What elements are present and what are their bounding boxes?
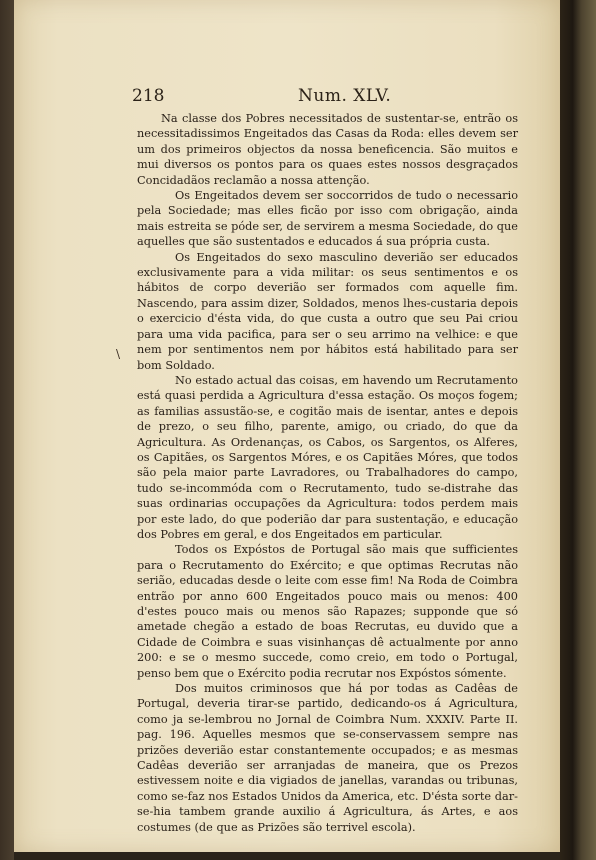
page-title: Num. XLV. xyxy=(298,86,392,106)
left-background-edge xyxy=(0,0,14,860)
page-number: 218 xyxy=(132,86,165,106)
paragraph: Todos os Expóstos de Portugal são mais que sufficientes para o Recrutamento do Exército; e que optimas Recrutas não serião, educadas desde o leite com esse fim! Na Roda de Coimbra entrão por anno 600 Engeitados pouco mais ou menos: 400 d'estes pouco mais ou menos são Rapazes; supponde que só ametade chegão a estado de boas Recrutas, eu duvido que a Cidade de Coimbra e suas visinhanças dê actualmente por anno 200: e se o mesmo succede, como creio, em todo o Portugal, penso bem que o Exército podia recrutar nos Expóstos sómente. xyxy=(137,543,518,680)
paragraph: Os Engeitados devem ser soccorridos de tudo o necessario pela Sociedade; mas elles ficão por isso com obrigação, ainda mais estreita se póde ser, de servirem a mesma Sociedade, do que aquelles que são sustentados e educados á sua própria custa. xyxy=(137,189,518,249)
book-spine-edge xyxy=(560,0,596,860)
paragraph: Dos muitos criminosos que há por todas as Cadêas de Portugal, deveria tirar-se partido, dedicando-os á Agricultura, como ja se-lembrou no Jornal de Coimbra Num. XXXIV. Parte II. pag. 196. Aquelles mesmos que se-conservassem sempre nas prizões deverião estar constantemente occupados; e as mesmas Cadêas deverião ser arranjadas de maneira, que os Prezos estivessem noite e dia vigiados de janellas, varandas ou tribunas, como se-faz nos Estados Unidos da America, etc. D'ésta sorte dar-se-hia tambem grande auxilio á Agricultura, ás Artes, e aos costumes (de que as Prizões são terrivel escola). xyxy=(137,682,518,834)
running-header xyxy=(132,86,572,110)
paragraph: Na classe dos Pobres necessitados de sustentar-se, entrão os necessitadissimos Engeitados das Casas da Roda: elles devem ser um dos primeiros objectos da nossa beneficencia. São muitos e mui diversos os pontos para os quaes estes nossos desgraçados Concidadãos reclamão a nossa attenção. xyxy=(137,112,518,187)
paragraph: Os Engeitados do sexo masculino deverião ser educados exclusivamente para a vida militar: os seus sentimentos e os hábitos de corpo deverião ser formados com aquelle fim. Nascendo, para assim dizer, Soldados, menos lhes-custaria depois o exercicio d'ésta vida, do que custa a outro que seu Pai criou para uma vida pacifica, para ser o seu arrimo na velhice: e que nem por sentimentos nem por hábitos está habilitado para ser bom Soldado. xyxy=(137,250,518,372)
body-text xyxy=(137,111,518,835)
margin-mark: \ xyxy=(116,347,121,361)
paragraph: No estado actual das coisas, em havendo um Recrutamento está quasi perdida a Agricultura d'essa estação. Os moços fogem; as familias assustão-se, e cogitão mais de isentar, antes e depois de prezo, o seu filho, parente, amigo, ou criado, do que da Agricultura. As Ordenanças, os Cabos, os Sargentos, os Alferes, os Capitães, os Sargentos Móres, e os Capitães Móres, que todos são pela maior parte Lavradores, ou Trabalhadores do campo, tudo se-incommóda com o Recrutamento, tudo se-distrahe das suas ordinarias occupações da Agricultura: todos perdem mais por este lado, do que poderião dar para sustentação, e educação dos Pobres em geral, e dos Engeitados em particular. xyxy=(137,373,518,541)
